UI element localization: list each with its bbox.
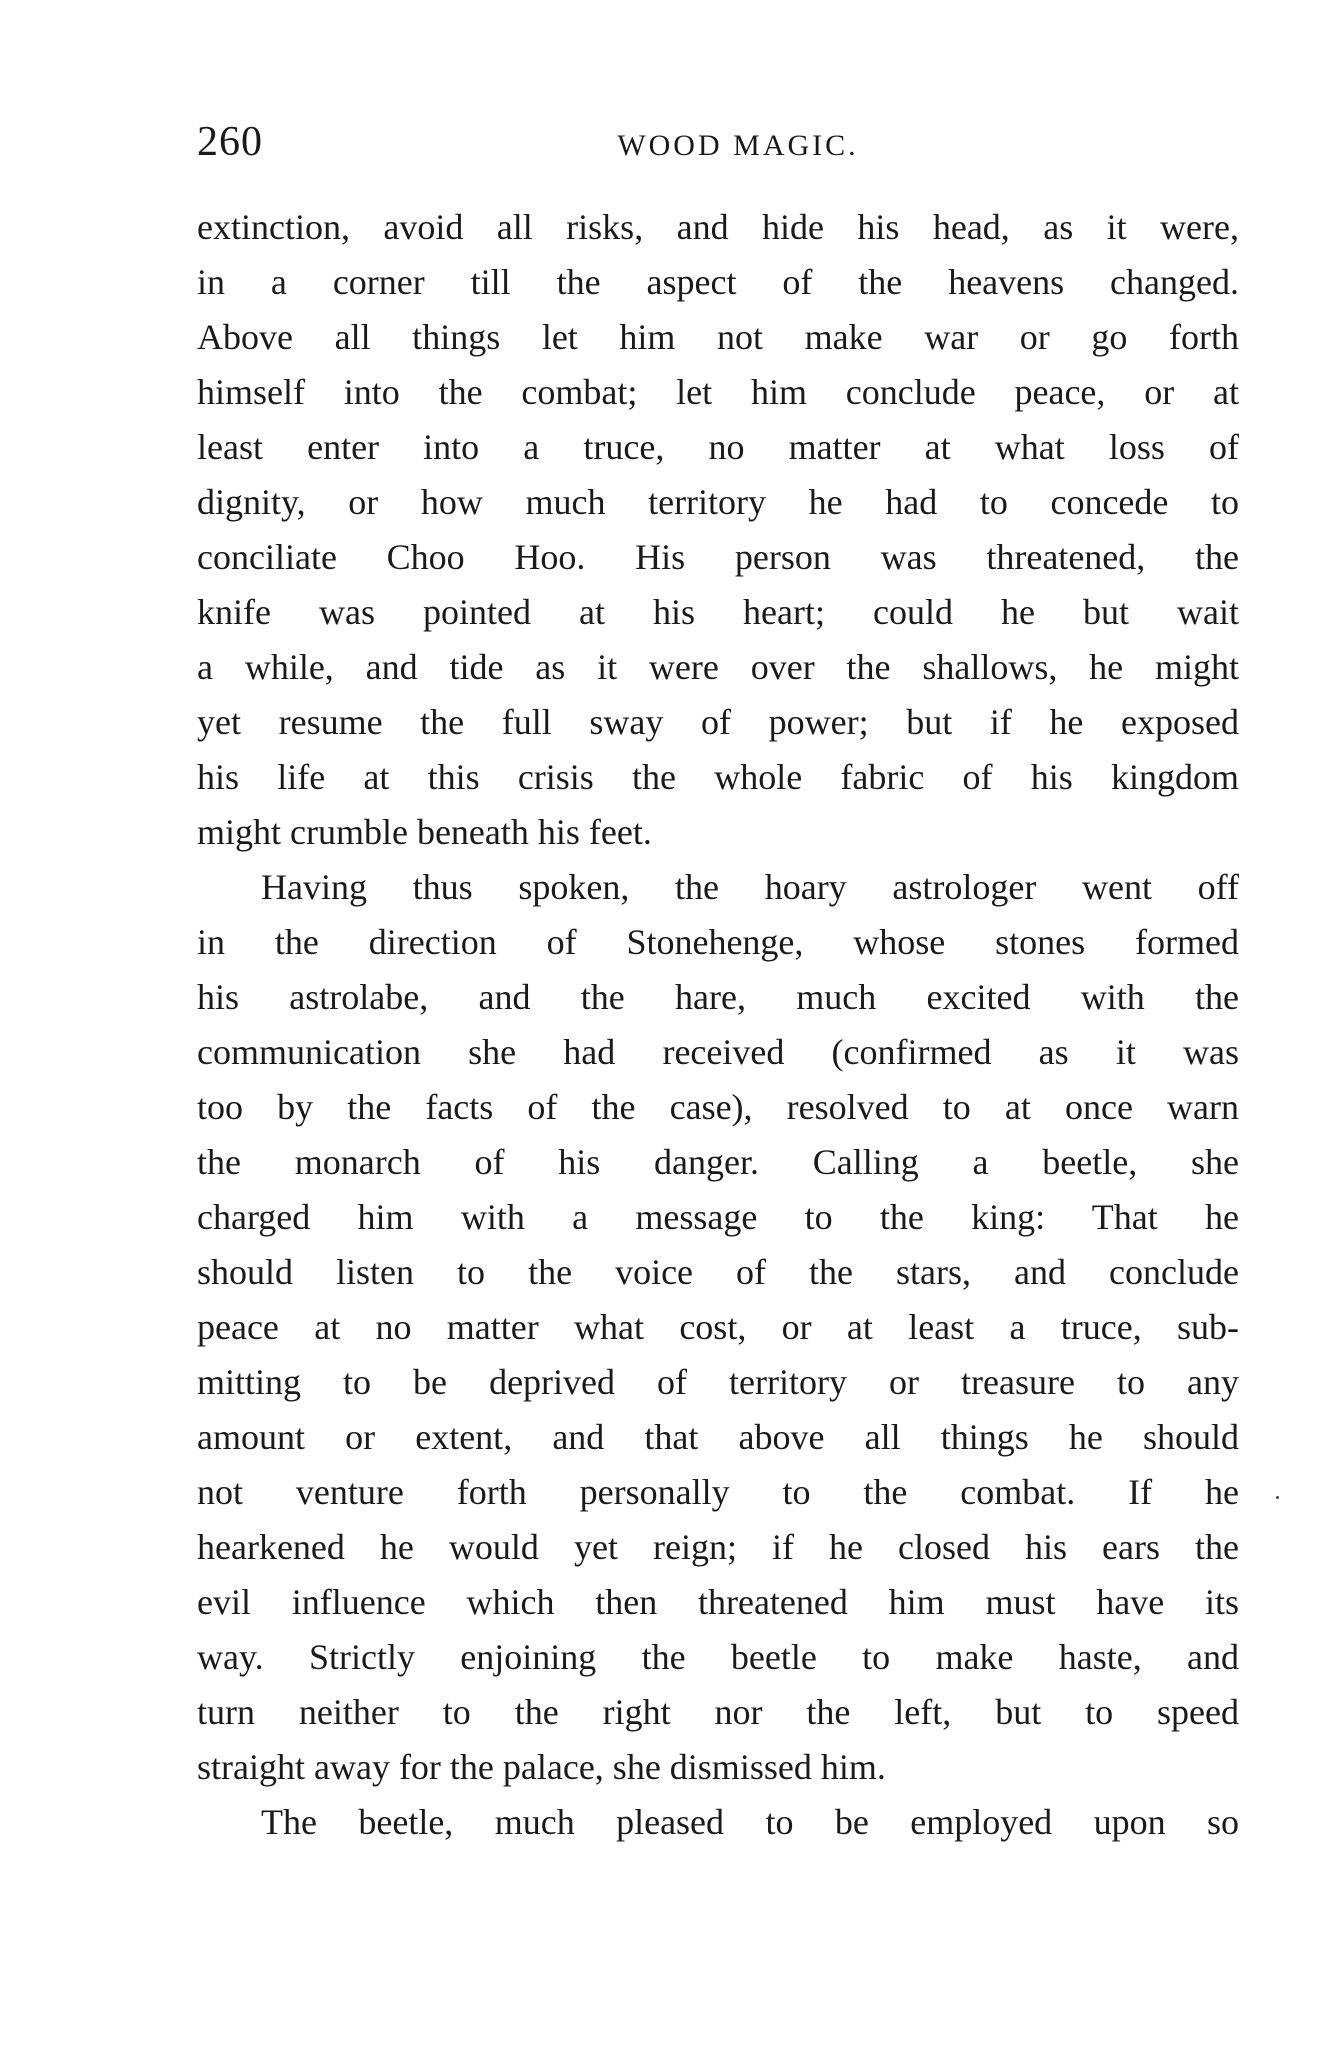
text-line: hearkened he would yet reign; if he closed his ears the xyxy=(197,1527,1239,1567)
text-line: evil influence which then threatened him must have its xyxy=(197,1582,1239,1622)
text-line: turn neither to the right nor the left, but to speed xyxy=(197,1692,1239,1732)
paragraph-2 xyxy=(197,860,1239,1795)
text-line: least enter into a truce, no matter at what loss of xyxy=(197,427,1239,467)
text-line: might crumble beneath his feet. xyxy=(197,812,652,852)
body-text xyxy=(197,200,1239,1850)
text-line: his astrolabe, and the hare, much excited with the xyxy=(197,977,1239,1017)
text-line: way. Strictly enjoining the beetle to make haste, and xyxy=(197,1637,1239,1677)
text-line: should listen to the voice of the stars, and conclude xyxy=(197,1252,1239,1292)
page-header xyxy=(197,112,1239,172)
text-line: peace at no matter what cost, or at least a truce, sub- xyxy=(197,1307,1239,1347)
paragraph-1 xyxy=(197,200,1239,860)
text-line: not venture forth personally to the combat. If he xyxy=(197,1472,1239,1512)
text-line: his life at this crisis the whole fabric of his kingdom xyxy=(197,757,1239,797)
text-line: too by the facts of the case), resolved to at once warn xyxy=(197,1087,1239,1127)
running-title: WOOD MAGIC. xyxy=(617,129,859,162)
text-line: in the direction of Stonehenge, whose stones formed xyxy=(197,922,1239,962)
text-line: straight away for the palace, she dismissed him. xyxy=(197,1747,886,1787)
text-line: communication she had received (confirmed as it was xyxy=(197,1032,1239,1072)
text-line: conciliate Choo Hoo. His person was threatened, the xyxy=(197,537,1239,577)
text-line: a while, and tide as it were over the shallows, he might xyxy=(197,647,1239,687)
text-line: the monarch of his danger. Calling a beetle, she xyxy=(197,1142,1239,1182)
text-line: mitting to be deprived of territory or treasure to any xyxy=(197,1362,1239,1402)
text-line: knife was pointed at his heart; could he but wait xyxy=(197,592,1239,632)
text-line: charged him with a message to the king: That he xyxy=(197,1197,1239,1237)
text-line: Having thus spoken, the hoary astrologer went off xyxy=(261,867,1239,907)
page-number: 260 xyxy=(197,119,263,165)
paragraph-3 xyxy=(197,1795,1239,1850)
text-line: amount or extent, and that above all things he should xyxy=(197,1417,1239,1457)
text-line: The beetle, much pleased to be employed upon so xyxy=(261,1802,1239,1842)
text-line: extinction, avoid all risks, and hide his head, as it were, xyxy=(197,207,1239,247)
text-line: himself into the combat; let him conclude peace, or at xyxy=(197,372,1239,412)
text-line: dignity, or how much territory he had to concede to xyxy=(197,482,1239,522)
text-line: Above all things let him not make war or go forth xyxy=(197,317,1239,357)
print-speck xyxy=(1276,1496,1279,1499)
text-line: yet resume the full sway of power; but if he exposed xyxy=(197,702,1239,742)
text-line: in a corner till the aspect of the heavens changed. xyxy=(197,262,1239,302)
